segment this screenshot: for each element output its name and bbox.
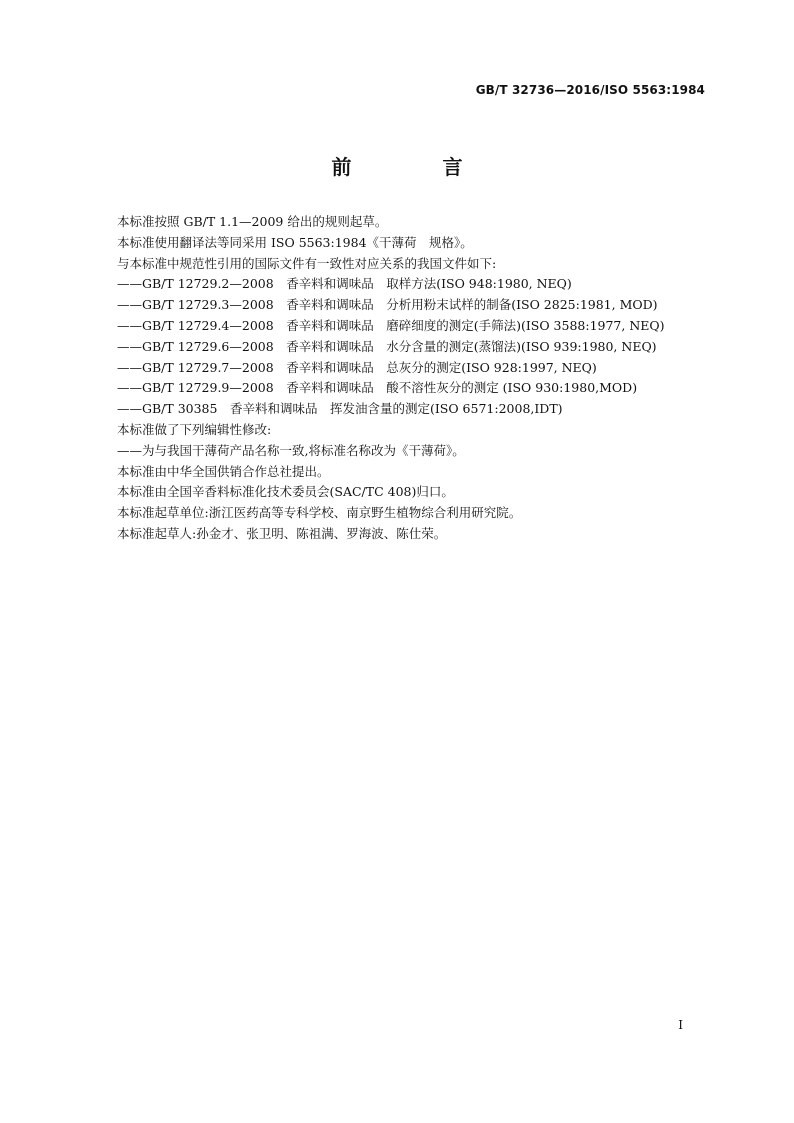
paragraph-drafters: 本标准起草人:孙金才、张卫明、陈祖满、罗海波、陈仕荣。: [117, 525, 447, 541]
paragraph-drafting-units: 本标准起草单位:浙江医药高等专科学校、南京野生植物综合利用研究院。: [117, 505, 522, 521]
header-standard-code: GB/T 32736—2016/ISO 5563:1984: [475, 83, 705, 97]
edit-item: ——为与我国干薄荷产品名称一致,将标准名称改为《干薄荷》。: [117, 442, 465, 458]
page-number: I: [678, 1018, 683, 1032]
reference-item: ——GB/T 30385 香辛料和调味品 挥发油含量的测定(ISO 6571:2008,IDT): [117, 401, 563, 417]
preface-body: [117, 212, 717, 545]
page-title: 前 言: [331, 155, 505, 179]
paragraph-translation-method: 本标准使用翻译法等同采用 ISO 5563:1984《干薄荷 规格》。: [117, 234, 473, 250]
reference-item: ——GB/T 12729.3—2008 香辛料和调味品 分析用粉末试样的制备(ISO 2825:1981, MOD): [117, 297, 658, 313]
paragraph-drafting-rules: 本标准按照 GB/T 1.1—2009 给出的规则起草。: [117, 214, 388, 229]
reference-item: ——GB/T 12729.2—2008 香辛料和调味品 取样方法(ISO 948:1980, NEQ): [117, 276, 572, 292]
reference-item: ——GB/T 12729.9—2008 香辛料和调味品 酸不溶性灰分的测定 (ISO 930:1980,MOD): [117, 380, 638, 396]
paragraph-committee: 本标准由全国辛香料标准化技术委员会(SAC/TC 408)归口。: [117, 484, 454, 500]
paragraph-edit-intro: 本标准做了下列编辑性修改:: [117, 421, 272, 437]
paragraph-references-intro: 与本标准中规范性引用的国际文件有一致性对应关系的我国文件如下:: [117, 255, 497, 271]
reference-item: ——GB/T 12729.6—2008 香辛料和调味品 水分含量的测定(蒸馏法)(ISO 939:1980, NEQ): [117, 338, 657, 354]
paragraph-proposer: 本标准由中华全国供销合作总社提出。: [117, 463, 330, 479]
reference-item: ——GB/T 12729.4—2008 香辛料和调味品 磨碎细度的测定(手筛法)(ISO 3588:1977, NEQ): [117, 317, 665, 333]
reference-item: ——GB/T 12729.7—2008 香辛料和调味品 总灰分的测定(ISO 928:1997, NEQ): [117, 359, 597, 375]
